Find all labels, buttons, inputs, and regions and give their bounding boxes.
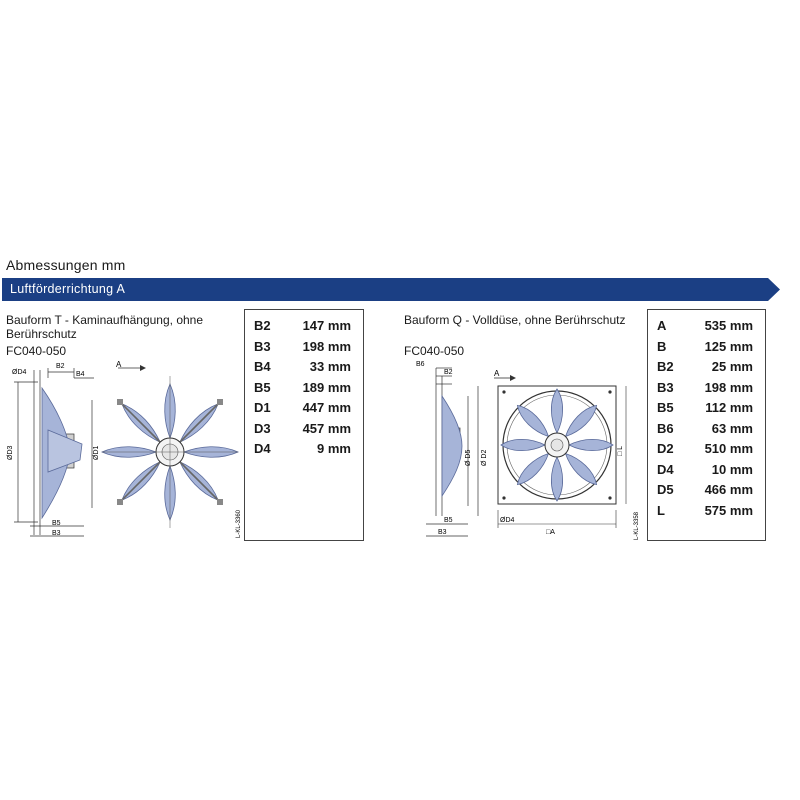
dimension-key: D1 <box>254 400 271 415</box>
dimension-value: 25 mm <box>711 359 753 374</box>
dimension-value: 457 mm <box>302 420 351 436</box>
dimension-row <box>657 462 753 478</box>
dimension-row <box>254 339 351 355</box>
dimension-row <box>254 421 351 437</box>
dimension-row <box>254 441 351 457</box>
dimension-key: B2 <box>657 359 674 374</box>
dimension-row <box>657 503 753 519</box>
dimension-value: 147 mm <box>302 318 351 333</box>
right-arrow-label: A <box>494 369 500 378</box>
dimension-row <box>657 380 753 396</box>
dimension-key: B3 <box>657 379 674 395</box>
dimension-key: D4 <box>254 441 271 456</box>
left-arrow-label: A <box>116 360 122 369</box>
dimension-key: B5 <box>657 400 674 415</box>
right-label-b2: B2 <box>444 369 453 376</box>
left-model: FC040-050 <box>6 344 67 358</box>
right-model: FC040-050 <box>404 344 465 358</box>
dimension-value: 125 mm <box>704 338 753 354</box>
left-caption-line1: Bauform T - Kaminaufhängung, ohne <box>6 313 204 327</box>
dimension-value: 63 mm <box>711 420 753 436</box>
dimension-row <box>657 339 753 355</box>
dimension-value: 535 mm <box>704 318 753 333</box>
left-label-b5: B5 <box>52 520 61 527</box>
right-label-b6: B6 <box>416 361 425 368</box>
right-label-d2: Ø D2 <box>481 449 488 466</box>
left-label-b3: B3 <box>52 530 61 537</box>
dimension-row <box>254 359 351 375</box>
section-heading: Abmessungen mm <box>6 257 126 273</box>
dimension-row <box>657 482 753 498</box>
dimension-value: 466 mm <box>704 482 753 497</box>
right-dimensions-table <box>647 309 766 541</box>
dimension-key: D3 <box>254 420 271 436</box>
dimension-key: B5 <box>254 379 271 395</box>
dimension-value: 510 mm <box>704 441 753 456</box>
dimension-key: D4 <box>657 461 674 477</box>
left-label-b2: B2 <box>56 363 65 370</box>
right-label-d5: Ø D5 <box>465 449 472 466</box>
dimension-key: L <box>657 502 665 518</box>
dimension-row <box>657 318 753 334</box>
dimension-key: D5 <box>657 482 674 497</box>
dimension-value: 198 mm <box>704 379 753 395</box>
right-drawing-code: L-KL-3358 <box>634 511 640 540</box>
dimension-key: B3 <box>254 338 271 354</box>
dimension-key: D2 <box>657 441 674 456</box>
left-label-d3: ØD3 <box>7 445 14 460</box>
left-front-view-drawing <box>100 360 245 542</box>
dimension-value: 9 mm <box>317 441 351 456</box>
right-side-view-drawing <box>408 356 496 540</box>
left-caption-line2: Berührschutz <box>6 327 77 341</box>
dimension-value: 575 mm <box>704 502 753 518</box>
left-dimensions-table <box>244 309 364 541</box>
dimension-key: B <box>657 338 667 354</box>
left-label-b4: B4 <box>76 371 85 378</box>
left-side-view-drawing <box>4 360 108 540</box>
dimension-row <box>657 441 753 457</box>
dimension-value: 33 mm <box>309 359 351 374</box>
dimension-row <box>657 359 753 375</box>
right-label-b5: B5 <box>444 517 453 524</box>
left-drawing-code: L-KL-3360 <box>236 509 242 538</box>
right-label-a: □A <box>546 529 555 536</box>
dimension-key: B2 <box>254 318 271 333</box>
dimension-value: 10 mm <box>711 461 753 477</box>
dimension-value: 189 mm <box>302 379 351 395</box>
banner-label: Luftförderrichtung A <box>10 282 126 296</box>
left-label-d4: ØD4 <box>12 369 27 376</box>
dimension-row <box>254 400 351 416</box>
dimension-value: 112 mm <box>705 400 753 415</box>
right-caption: Bauform Q - Volldüse, ohne Berührschutz <box>404 313 626 327</box>
right-front-view-drawing <box>488 360 640 542</box>
right-label-d4: ØD4 <box>500 517 515 524</box>
dimension-key: B6 <box>657 420 674 436</box>
dimension-row <box>254 380 351 396</box>
dimension-value: 447 mm <box>302 400 351 415</box>
dimension-value: 198 mm <box>302 338 351 354</box>
right-label-l: □ L <box>617 445 624 456</box>
dimension-row <box>254 318 351 334</box>
dimension-key: A <box>657 318 667 333</box>
left-label-d1: ØD1 <box>93 445 100 460</box>
dimension-key: B4 <box>254 359 271 374</box>
dimension-row <box>657 400 753 416</box>
dimension-row <box>657 421 753 437</box>
right-label-b3: B3 <box>438 529 447 536</box>
